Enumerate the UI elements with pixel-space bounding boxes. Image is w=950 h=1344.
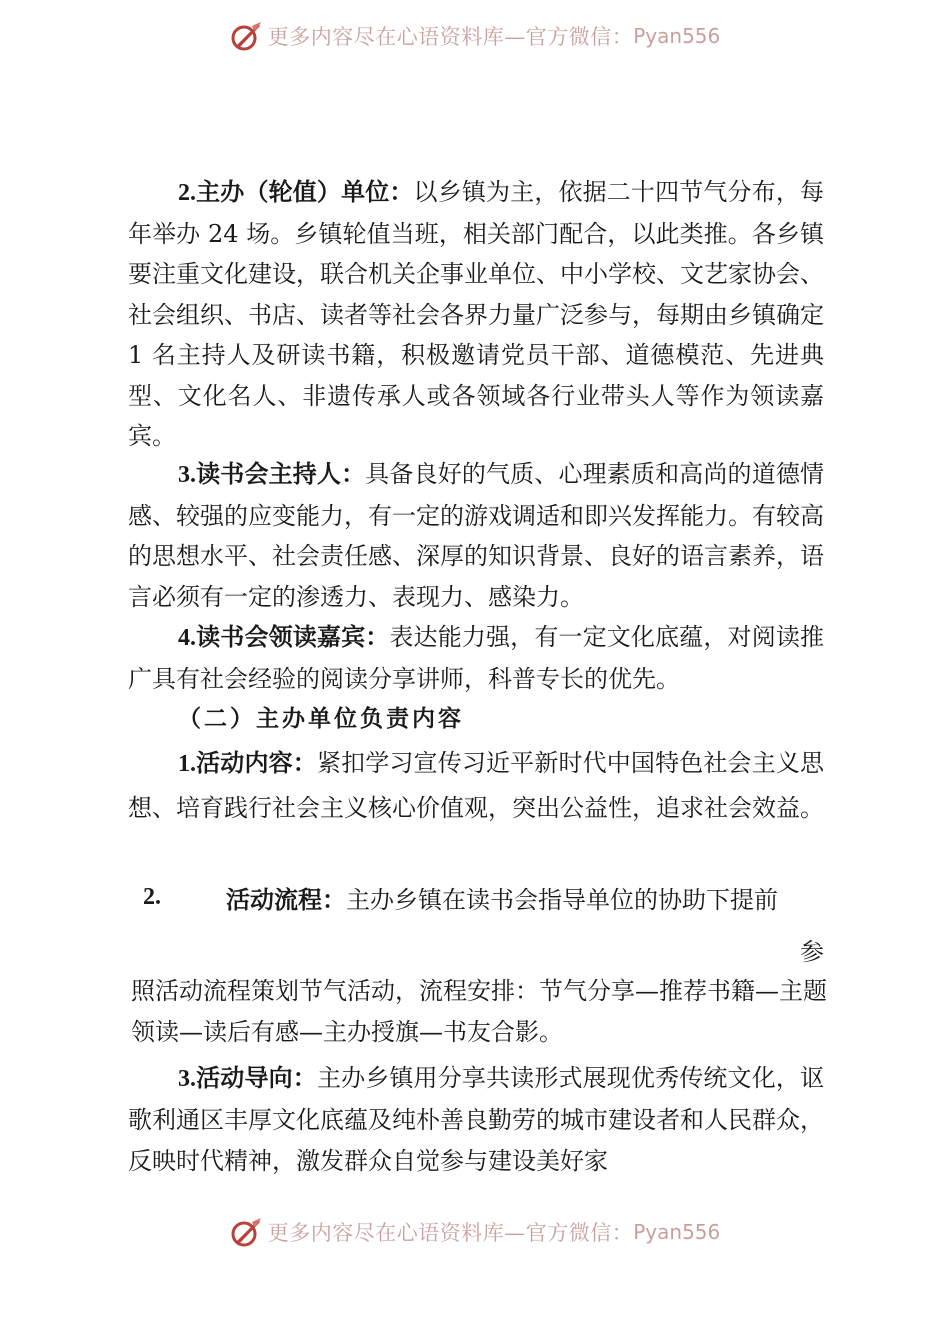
item-body-line1-tail: 参 (800, 938, 824, 966)
paragraph-host-unit (128, 172, 824, 457)
item-body: 主办乡镇用分享共读形式展现优秀传统文化，讴歌利通区丰厚文化底蕴及纯朴善良勤劳的城市建设者和人民群众，反映时代精神，激发群众自觉参与建设美好家 (128, 1064, 825, 1175)
quill-logo-icon (230, 20, 262, 52)
item-heading: 主办（轮值）单位： (196, 178, 414, 206)
watermark-text: 更多内容尽在心语资料库—官方微信： (267, 1221, 634, 1245)
watermark-header (0, 16, 950, 56)
item-body: 具备良好的气质、心理素质和高尚的道德情感、较强的应变能力，有一定的游戏调适和即兴发挥能力。有较高的思想水平、社会责任感、深厚的知识背景、良好的语言素养，语言必须有一定的渗透力、表现力、感染力。 (128, 460, 825, 611)
item-body-line1: 主办乡镇在读书会指导单位的协助下提前 (346, 886, 778, 914)
item-heading: 读书会领读嘉宾： (196, 623, 390, 651)
paragraph-host-person (128, 454, 824, 617)
paragraph-guest-reader (128, 617, 824, 699)
section-subheading: （二）主办单位负责内容 (178, 706, 464, 732)
quill-logo-icon (230, 1216, 262, 1248)
paragraph-activity-orientation (128, 1058, 824, 1182)
item-heading: 读书会主持人： (196, 460, 366, 488)
paragraph-activity-flow-first-line (226, 880, 826, 920)
item-number: 2. (143, 884, 161, 910)
watermark-footer (0, 1212, 950, 1252)
item-heading: 活动流程： (226, 886, 346, 914)
item-number: 3. (178, 1066, 196, 1092)
item-body: 表达能力强，有一定文化底蕴，对阅读推广具有社会经验的阅读分享讲师，科普专长的优先。 (128, 623, 825, 693)
watermark-text: 更多内容尽在心语资料库—官方微信： (267, 25, 634, 49)
watermark-wechat-id: Pyan556 (633, 24, 721, 48)
item-body: 以乡镇为主，依据二十四节气分布，每年举办 24 场。乡镇轮值当班，相关部门配合，以此类推。各乡镇要注重文化建设，联合机关企事业单位、中小学校、文艺家协会、社会组织、书店、读者等社会各界力量广泛参与，每期由乡镇确定 1 名主持人及研读书籍，积极邀请党员干部、道德模范、先进典型、文化名人、非遗传承人或各领域各行业带头人等作为领读嘉宾。 (128, 178, 825, 450)
item-number: 1. (178, 751, 196, 777)
paragraph-activity-flow: 照活动流程策划节气活动，流程安排：节气分享—推荐书籍—主题领读—读后有感—主办授旗—书友合影。 (131, 977, 827, 1046)
watermark-wechat-id: Pyan556 (633, 1220, 721, 1244)
item-number: 3. (178, 462, 196, 488)
item-heading: 活动内容： (196, 749, 317, 777)
item-heading: 活动导向： (196, 1064, 317, 1092)
paragraph-activity-content (128, 741, 824, 830)
item-body: 紧扣学习宣传习近平新时代中国特色社会主义思想、培育践行社会主义核心价值观，突出公益性，追求社会效益。 (128, 749, 825, 822)
item-number: 2. (178, 180, 196, 206)
item-number: 4. (178, 625, 196, 651)
